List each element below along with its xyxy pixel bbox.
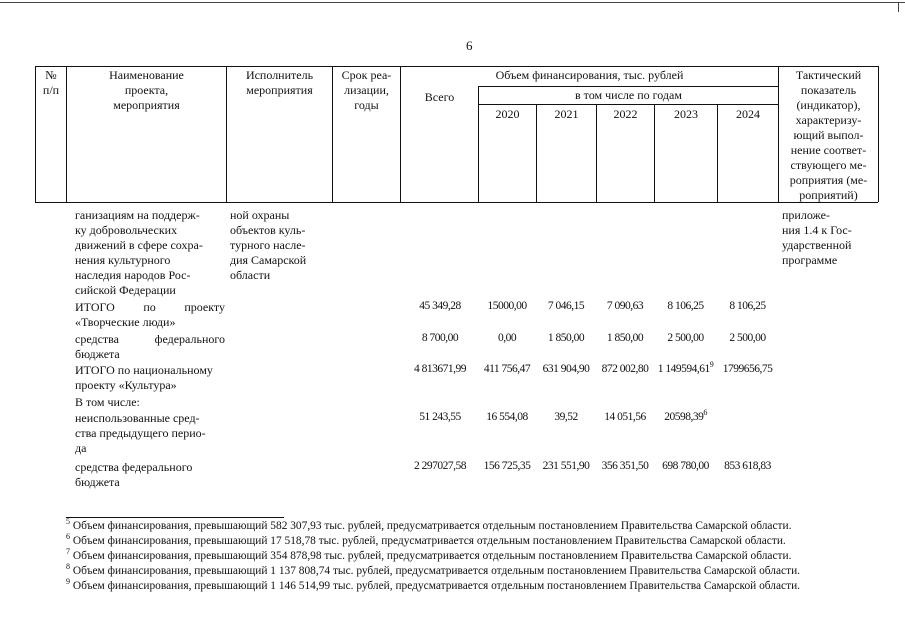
row3-2021: 631 904,90	[542, 363, 590, 375]
header-name: Наименование проекта, мероприятия	[109, 68, 184, 112]
header-funding: Объем финансирования, тыс. рублей	[495, 68, 684, 82]
header-total: Всего	[424, 90, 455, 104]
row5-2022: 14 051,56	[604, 411, 646, 423]
row5-2023: 20598,39$^6$	[664, 408, 707, 423]
continuation-indicator: приложе- ния 1.4 к Гос- ударственной программе	[782, 208, 852, 267]
row-total-project-label: ИТОГО по проекту «Творческие люди»	[75, 300, 225, 329]
row2-total: 8 700,00	[421, 332, 459, 344]
row3-2024: 1799656,75	[722, 363, 773, 375]
row-federal-budget-1-label: средства федерального бюджета	[75, 332, 225, 361]
continuation-name: ганизациям на поддерж- ку добровольческих движений в сфере сохра- нения культурного наследия народов Рос- сийской Федерации	[75, 208, 203, 297]
row5-2021: 39,52	[554, 411, 578, 423]
row1-2022: 7 090,63	[606, 300, 644, 312]
row3-2020: 411 756,47	[483, 363, 531, 375]
header-executor: Исполнитель мероприятия	[245, 68, 314, 97]
header-by-years: в том числе по годам	[575, 88, 682, 102]
row6-2023: 698 780,00	[662, 460, 709, 472]
header-year-2023: 2023	[674, 107, 698, 121]
row1-2024: 8 106,25	[729, 300, 766, 312]
row5-2020: 16 554,08	[486, 411, 528, 423]
row5-total: 51 243,55	[419, 411, 461, 423]
row1-2020: 15000,00	[487, 300, 527, 312]
header-year-2022: 2022	[613, 107, 638, 121]
row3-2022: 872 002,80	[601, 363, 649, 375]
row1-total: 45 349,28	[419, 300, 461, 312]
row2-2021: 1 850,00	[547, 332, 585, 344]
row-including-label: В том числе:	[75, 395, 140, 409]
scan-border-right	[898, 2, 899, 12]
row6-2021: 231 551,90	[542, 460, 590, 472]
row6-2024: 853 618,83	[724, 460, 771, 472]
header-indicator: Тактический показатель (индикатор), характеризу- ющий выпол- нение соответ- ствующего ме- роприятия (ме- роприятий)	[789, 68, 868, 202]
header-year-2021: 2021	[554, 107, 579, 121]
row2-2024: 2 500,00	[729, 332, 766, 344]
row6-total: 2 297027,58	[414, 460, 466, 472]
header-no: № п/п	[42, 68, 60, 97]
row-unused-funds-label: неиспользованные сред- ства предыдущего перио- да	[75, 411, 206, 455]
footnote-9: $^9$ Объем финансирования, превышающий 1 146 514,99 тыс. рублей, предусматривается отдельным постановлением Правительства Самарской области.	[66, 577, 801, 592]
header-period: Срок реа- лизации, годы	[341, 68, 392, 112]
footnote-ref-6: 6	[703, 408, 707, 418]
row1-2021: 7 046,15	[547, 300, 585, 312]
footnote-separator	[66, 517, 284, 518]
row3-total: 4 813671,99	[414, 363, 466, 375]
row1-2023: 8 106,25	[667, 300, 704, 312]
continuation-executor: ной охраны объектов куль- турного насле- дия Самарской области	[230, 208, 307, 282]
row6-2020: 156 725,35	[483, 460, 531, 472]
row2-2023: 2 500,00	[667, 332, 704, 344]
row-total-national-label: ИТОГО по национальному проекту «Культура»	[75, 363, 213, 392]
page-number: 6	[466, 38, 473, 53]
row2-2020: 0,00	[497, 332, 517, 344]
row3-2023: 1 149594,61$^9$	[657, 360, 714, 375]
footnote-8: $^8$ Объем финансирования, превышающий 1 137 808,74 тыс. рублей, предусматривается отдельным постановлением Правительства Самарской области.	[66, 562, 801, 577]
footnote-5: $^5$ Объем финансирования, превышающий 582 307,93 тыс. рублей, предусматривается отдельным постановлением Правительства Самарской области.	[66, 517, 792, 532]
header-year-2024: 2024	[736, 107, 760, 121]
footnote-6: $^6$ Объем финансирования, превышающий 17 518,78 тыс. рублей, предусматривается отдельным постановлением Правительства Самарской области.	[66, 532, 786, 547]
footnote-7: $^7$ Объем финансирования, превышающий 354 878,98 тыс. рублей, предусматривается отдельным постановлением Правительства Самарской области.	[66, 547, 792, 562]
row6-2022: 356 351,50	[601, 460, 649, 472]
row-federal-budget-2-label: средства федерального бюджета	[75, 460, 193, 489]
footnote-ref-9: 9	[709, 360, 714, 370]
row2-2022: 1 850,00	[606, 332, 644, 344]
header-year-2020: 2020	[495, 107, 520, 121]
scan-border-top	[0, 2, 905, 3]
